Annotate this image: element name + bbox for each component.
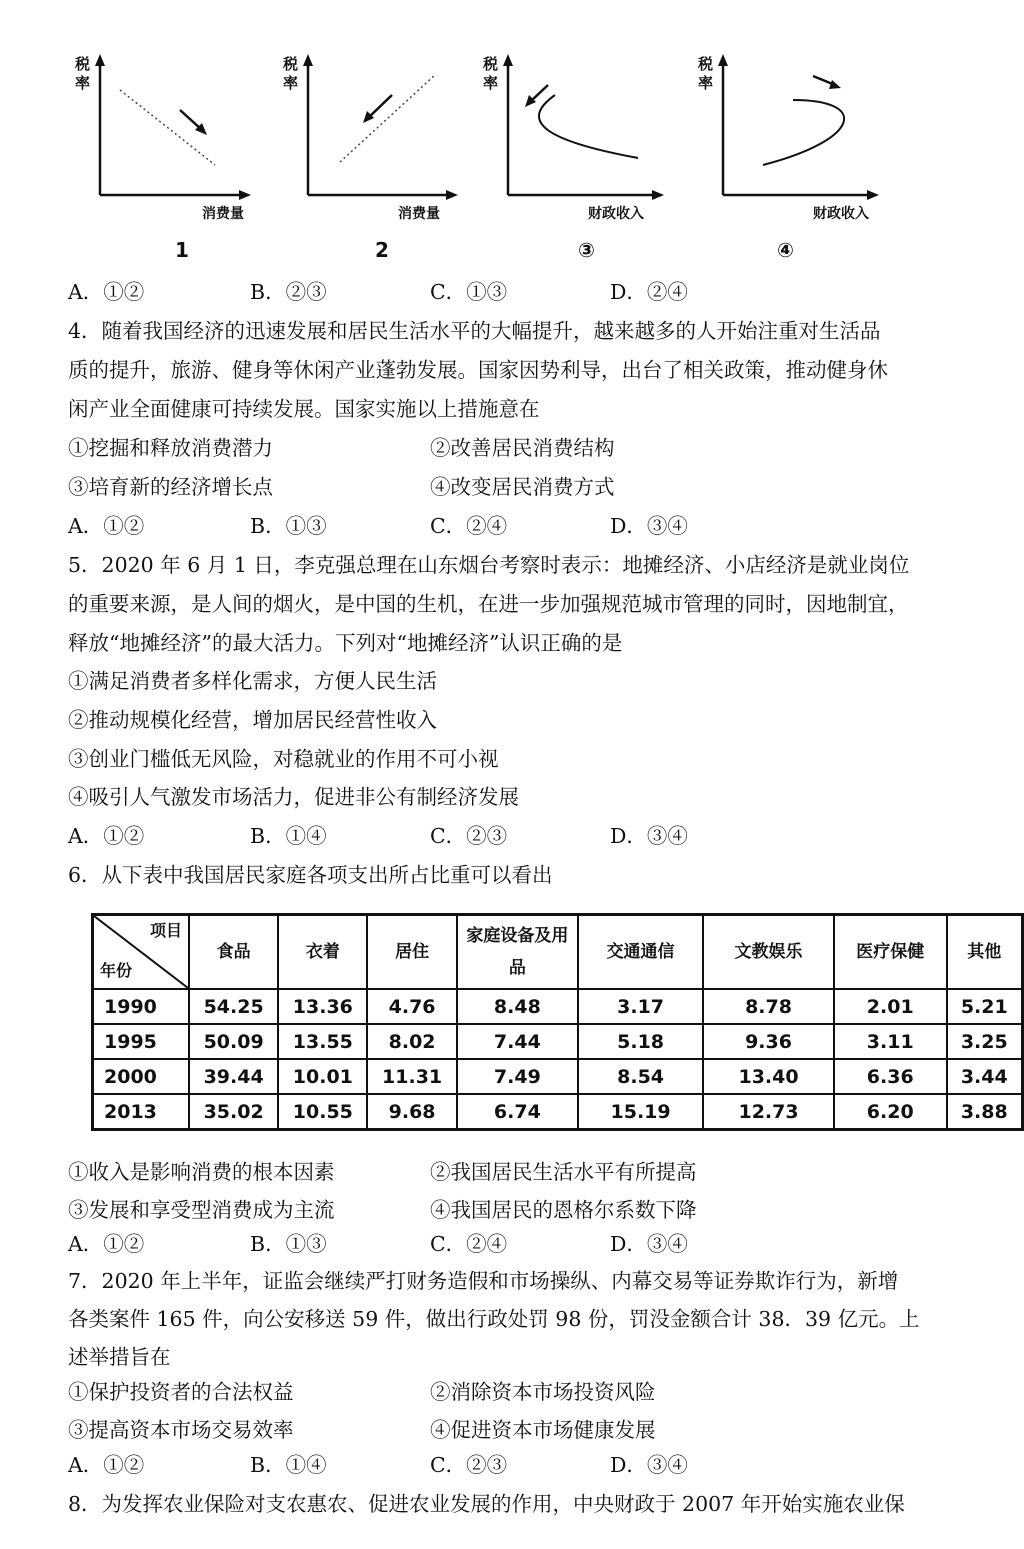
q4-stem-line-3: 闲产业全面健康可持续发展。国家实施以上措施意在 bbox=[68, 397, 540, 421]
table-cell: 7.44 bbox=[457, 1024, 578, 1059]
table-corner-cell bbox=[93, 915, 190, 990]
q6-item-4: ④我国居民的恩格尔系数下降 bbox=[430, 1198, 697, 1222]
q5-stem-line-1: 5．2020 年 6 月 1 日，李克强总理在山东烟台考察时表示：地摊经济、小店经济是就业岗位 bbox=[68, 553, 910, 577]
q8-stem: 8．为发挥农业保险对支农惠农、促进农业发展的作用，中央财政于 2007 年开始实施农业保 bbox=[68, 1492, 905, 1516]
table-cell: 3.11 bbox=[834, 1024, 947, 1059]
q7-item-4: ④促进资本市场健康发展 bbox=[430, 1418, 656, 1442]
table-cell: 3.17 bbox=[578, 989, 703, 1024]
table-cell: 2.01 bbox=[834, 989, 947, 1024]
graph-3-plot bbox=[480, 40, 680, 210]
table-cell: 12.73 bbox=[703, 1094, 834, 1130]
q5-item-1: ①满足消费者多样化需求，方便人民生活 bbox=[68, 669, 437, 693]
q5-option-b: B．①④ bbox=[250, 824, 327, 848]
q5-item-4: ④吸引人气激发市场活力，促进非公有制经济发展 bbox=[68, 785, 519, 809]
table-cell: 8.54 bbox=[578, 1059, 703, 1094]
q7-item-2: ②消除资本市场投资风险 bbox=[430, 1380, 656, 1404]
q5-item-3: ③创业门槛低无风险，对稳就业的作用不可小视 bbox=[68, 747, 499, 771]
q4-option-d: D．③④ bbox=[610, 514, 688, 538]
table-cell: 3.44 bbox=[947, 1059, 1023, 1094]
q3-option-a: A．①② bbox=[68, 280, 145, 304]
q4-stem-line-1: 4．随着我国经济的迅速发展和居民生活水平的大幅提升，越来越多的人开始注重对生活品 bbox=[68, 319, 881, 343]
q5-item-2: ②推动规模化经营，增加居民经营性收入 bbox=[68, 708, 437, 732]
table-row bbox=[93, 1094, 1023, 1130]
q5-option-a: A．①② bbox=[68, 824, 145, 848]
q7-option-d: D．③④ bbox=[610, 1453, 688, 1477]
table-cell: 8.78 bbox=[703, 989, 834, 1024]
graph-2-plot bbox=[280, 40, 480, 210]
graph-1-plot bbox=[70, 40, 270, 210]
expense-table bbox=[91, 913, 1024, 1131]
graph-1-xlabel: 消费量 bbox=[202, 206, 244, 222]
q3-option-b: B．②③ bbox=[250, 280, 327, 304]
q6-option-a: A．①② bbox=[68, 1232, 145, 1256]
col-header: 其他 bbox=[947, 915, 1023, 990]
row-year: 2013 bbox=[93, 1094, 190, 1130]
table-cell: 8.02 bbox=[367, 1024, 456, 1059]
table-cell: 13.40 bbox=[703, 1059, 834, 1094]
table-cell: 5.21 bbox=[947, 989, 1023, 1024]
q5-option-d: D．③④ bbox=[610, 824, 688, 848]
q6-stem: 6．从下表中我国居民家庭各项支出所占比重可以看出 bbox=[68, 863, 553, 887]
q4-item-4: ④改变居民消费方式 bbox=[430, 475, 615, 499]
col-header: 交通通信 bbox=[578, 915, 703, 990]
table-row bbox=[93, 989, 1023, 1024]
q4-option-b: B．①③ bbox=[250, 514, 327, 538]
q7-stem-line-3: 述举措旨在 bbox=[68, 1345, 171, 1369]
graph-2-ylabel: 税率 bbox=[283, 55, 299, 92]
graph-2-xlabel: 消费量 bbox=[398, 206, 440, 222]
table-cell: 5.18 bbox=[578, 1024, 703, 1059]
graph-4-number: ④ bbox=[777, 238, 794, 262]
col-header: 食品 bbox=[189, 915, 278, 990]
q3-option-d: D．②④ bbox=[610, 280, 688, 304]
q5-stem-line-3: 释放“地摊经济”的最大活力。下列对“地摊经济”认识正确的是 bbox=[68, 631, 623, 655]
q4-option-a: A．①② bbox=[68, 514, 145, 538]
col-header: 医疗保健 bbox=[834, 915, 947, 990]
graph-1 bbox=[70, 40, 270, 270]
table-cell: 50.09 bbox=[189, 1024, 278, 1059]
graph-4-xlabel: 财政收入 bbox=[813, 206, 869, 222]
q6-option-b: B．①③ bbox=[250, 1232, 327, 1256]
table-cell: 7.49 bbox=[457, 1059, 578, 1094]
q4-item-3: ③培育新的经济增长点 bbox=[68, 475, 273, 499]
col-header: 衣着 bbox=[278, 915, 367, 990]
q6-item-3: ③发展和享受型消费成为主流 bbox=[68, 1198, 335, 1222]
table-cell: 54.25 bbox=[189, 989, 278, 1024]
table-cell: 13.36 bbox=[278, 989, 367, 1024]
table-cell: 4.76 bbox=[367, 989, 456, 1024]
row-year: 1995 bbox=[93, 1024, 190, 1059]
table-row bbox=[93, 1059, 1023, 1094]
table-cell: 3.88 bbox=[947, 1094, 1023, 1130]
q7-option-a: A．①② bbox=[68, 1453, 145, 1477]
table-cell: 35.02 bbox=[189, 1094, 278, 1130]
graph-3 bbox=[480, 40, 680, 270]
graph-2 bbox=[280, 40, 480, 270]
table-cell: 9.36 bbox=[703, 1024, 834, 1059]
q7-item-3: ③提高资本市场交易效率 bbox=[68, 1418, 294, 1442]
table-cell: 3.25 bbox=[947, 1024, 1023, 1059]
table-cell: 13.55 bbox=[278, 1024, 367, 1059]
table-cell: 15.19 bbox=[578, 1094, 703, 1130]
graph-3-ylabel: 税率 bbox=[483, 55, 499, 92]
graph-3-number: ③ bbox=[578, 238, 595, 262]
table-cell: 8.48 bbox=[457, 989, 578, 1024]
q5-stem-line-2: 的重要来源，是人间的烟火，是中国的生机，在进一步加强规范城市管理的同时，因地制宜， bbox=[68, 592, 909, 616]
q6-item-2: ②我国居民生活水平有所提高 bbox=[430, 1160, 697, 1184]
q4-option-c: C．②④ bbox=[430, 514, 508, 538]
graph-4-plot bbox=[695, 40, 895, 210]
q7-stem-line-2: 各类案件 165 件，向公安移送 59 件，做出行政处罚 98 份，罚没金额合计 38．39 亿元。上 bbox=[68, 1307, 920, 1331]
graph-4 bbox=[695, 40, 895, 270]
graph-1-number: 1 bbox=[175, 238, 189, 262]
graph-2-number: 2 bbox=[375, 238, 389, 262]
table-header-row bbox=[93, 915, 1023, 990]
q6-item-1: ①收入是影响消费的根本因素 bbox=[68, 1160, 335, 1184]
row-year: 1990 bbox=[93, 989, 190, 1024]
row-year: 2000 bbox=[93, 1059, 190, 1094]
table-cell: 6.74 bbox=[457, 1094, 578, 1130]
q7-item-1: ①保护投资者的合法权益 bbox=[68, 1380, 294, 1404]
corner-label-item: 项目 bbox=[149, 921, 182, 940]
graph-1-ylabel: 税率 bbox=[75, 55, 91, 92]
q6-option-d: D．③④ bbox=[610, 1232, 688, 1256]
q3-option-c: C．①③ bbox=[430, 280, 508, 304]
q7-stem-line-1: 7．2020 年上半年，证监会继续严打财务造假和市场操纵、内幕交易等证券欺诈行为，新增 bbox=[68, 1269, 899, 1293]
col-header: 居住 bbox=[367, 915, 456, 990]
table-cell: 9.68 bbox=[367, 1094, 456, 1130]
col-header: 家庭设备及用品 bbox=[457, 915, 578, 990]
table-cell: 10.01 bbox=[278, 1059, 367, 1094]
table-cell: 39.44 bbox=[189, 1059, 278, 1094]
table-cell: 6.36 bbox=[834, 1059, 947, 1094]
q4-stem-line-2: 质的提升，旅游、健身等休闲产业蓬勃发展。国家因势利导，出台了相关政策，推动健身休 bbox=[68, 358, 888, 382]
corner-label-year: 年份 bbox=[100, 961, 133, 980]
q4-item-1: ①挖掘和释放消费潜力 bbox=[68, 436, 273, 460]
q7-option-b: B．①④ bbox=[250, 1453, 327, 1477]
tax-graphs bbox=[60, 40, 960, 280]
q6-option-c: C．②④ bbox=[430, 1232, 508, 1256]
col-header: 文教娱乐 bbox=[703, 915, 834, 990]
table-cell: 11.31 bbox=[367, 1059, 456, 1094]
table-cell: 10.55 bbox=[278, 1094, 367, 1130]
graph-4-ylabel: 税率 bbox=[698, 55, 714, 92]
q7-option-c: C．②③ bbox=[430, 1453, 508, 1477]
q4-item-2: ②改善居民消费结构 bbox=[430, 436, 615, 460]
q5-option-c: C．②③ bbox=[430, 824, 508, 848]
table-row bbox=[93, 1024, 1023, 1059]
graph-3-xlabel: 财政收入 bbox=[588, 206, 644, 222]
table-cell: 6.20 bbox=[834, 1094, 947, 1130]
